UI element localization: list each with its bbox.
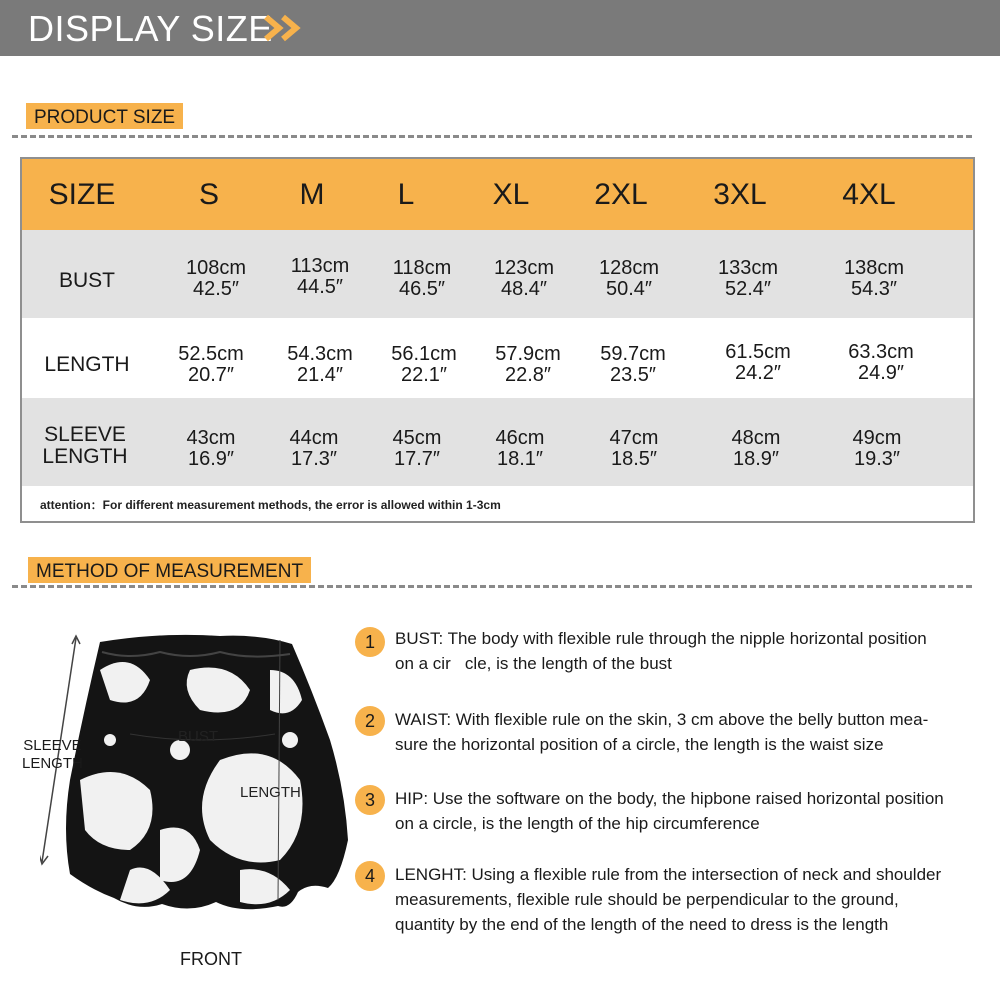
header-bar (0, 0, 1000, 56)
cell-sleeve-s: 43cm 16.9″ (186, 427, 236, 470)
table-header-row (22, 159, 973, 230)
cell-length-l: 56.1cm 22.1″ (391, 343, 457, 386)
size-header-m: M (299, 178, 325, 211)
cell-bust-4xl: 138cm 54.3″ (843, 257, 905, 300)
table-row-length (22, 318, 973, 398)
size-header-2xl: 2XL (594, 178, 648, 211)
table-row-sleeve-length (22, 398, 973, 486)
step-4-badge: 4 (355, 861, 385, 891)
cell-bust-m: 113cm 44.5″ (290, 255, 350, 298)
size-header-l: L (397, 178, 415, 211)
size-header-s: S (198, 178, 220, 211)
section-divider (12, 135, 972, 138)
step-2-text: WAIST: With flexible rule on the skin, 3 cm above the belly button mea- sure the horizontal position of a circle, the length is the waist size (395, 710, 929, 754)
size-header-label: SIZE (48, 178, 116, 211)
page-title: DISPLAY SIZE (28, 8, 273, 49)
garment-illustration (40, 630, 370, 920)
cell-length-xl: 57.9cm 22.8″ (495, 343, 561, 386)
size-header-4xl: 4XL (842, 178, 896, 211)
step-1-text: BUST: The body with flexible rule through the nipple horizontal position on a cir cle, is the length of the bust (395, 629, 927, 673)
size-header-3xl: 3XL (713, 178, 767, 211)
label-bust: BUST (178, 728, 219, 745)
cell-length-2xl: 59.7cm 23.5″ (600, 343, 666, 386)
cell-sleeve-2xl: 47cm 18.5″ (609, 427, 659, 470)
measurement-note: attention：For different measurement methods, the error is allowed within 1-3cm (40, 498, 501, 512)
cell-sleeve-xl: 46cm 18.1″ (495, 427, 545, 470)
label-front: FRONT (180, 949, 242, 969)
double-chevron-right-icon (262, 14, 306, 42)
method-title: METHOD OF MEASUREMENT (28, 557, 311, 583)
table-row-bust (22, 230, 973, 318)
cell-length-3xl: 61.5cm 24.2″ (725, 341, 791, 384)
label-length: LENGTH (240, 784, 301, 801)
cell-sleeve-l: 45cm 17.7″ (392, 427, 442, 470)
product-size-title: PRODUCT SIZE (26, 103, 183, 129)
cell-length-s: 52.5cm 20.7″ (178, 343, 244, 386)
cell-sleeve-4xl: 49cm 19.3″ (852, 427, 902, 470)
cell-bust-2xl: 128cm 50.4″ (598, 257, 660, 300)
step-4-text: LENGHT: Using a flexible rule from the intersection of neck and shoulder measurements, flexible rule should be perpendicular to the ground, quantity by the end of the length of the need to dress is the length (395, 865, 942, 934)
cell-length-m: 54.3cm 21.4″ (287, 343, 353, 386)
step-3-text: HIP: Use the software on the body, the hipbone raised horizontal position on a circle, is the length of the hip circumference (395, 789, 944, 833)
row-label-sleeve-length: SLEEVE LENGTH (42, 423, 128, 468)
step-2-badge: 2 (355, 706, 385, 736)
cell-bust-s: 108cm 42.5″ (185, 257, 247, 300)
cell-bust-3xl: 133cm 52.4″ (717, 257, 779, 300)
cell-bust-l: 118cm 46.5″ (392, 257, 452, 300)
cell-sleeve-m: 44cm 17.3″ (289, 427, 339, 470)
cell-length-4xl: 63.3cm 24.9″ (848, 341, 914, 384)
cell-bust-xl: 123cm 48.4″ (493, 257, 555, 300)
row-label-bust: BUST (58, 269, 115, 292)
size-header-xl: XL (492, 178, 530, 211)
step-3-badge: 3 (355, 785, 385, 815)
cell-sleeve-3xl: 48cm 18.9″ (731, 427, 781, 470)
step-1-badge: 1 (355, 627, 385, 657)
label-sleeve-length: SLEEVE LENGTH (22, 737, 83, 772)
row-label-length: LENGTH (44, 353, 130, 376)
size-table (20, 157, 975, 523)
section-divider-2 (12, 585, 972, 588)
